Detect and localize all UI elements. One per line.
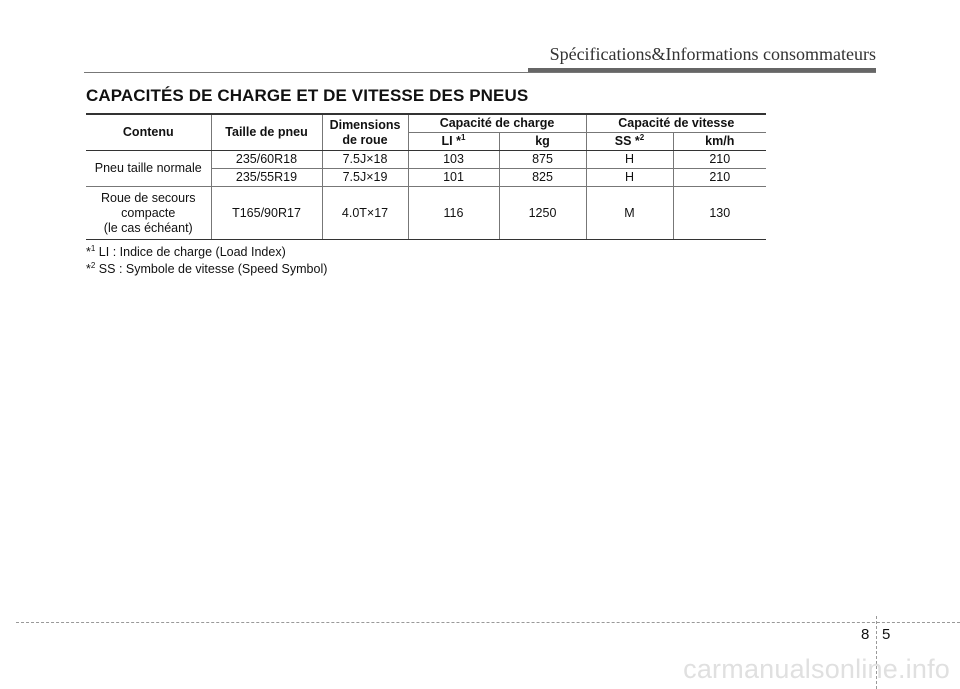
cell-li: 116 — [408, 187, 499, 240]
cell-dimensions: 7.5J×19 — [322, 169, 408, 187]
cell-dimensions: 4.0T×17 — [322, 187, 408, 240]
header-li-label: LI * — [441, 134, 461, 148]
cell-normal-label: Pneu taille normale — [86, 151, 211, 187]
cell-taille: 235/60R18 — [211, 151, 322, 169]
footnote-sup: 1 — [90, 244, 96, 253]
header-taille-pneu: Taille de pneu — [211, 114, 322, 151]
cell-taille: 235/55R19 — [211, 169, 322, 187]
table-header-row — [86, 114, 766, 133]
footnote-sup: 2 — [90, 261, 96, 270]
cell-ss: M — [586, 187, 673, 240]
header-rule-accent — [528, 68, 876, 72]
spare-label-line3: (le cas échéant) — [103, 220, 193, 235]
footer-rule — [16, 622, 960, 623]
cell-ss: H — [586, 169, 673, 187]
cell-li: 103 — [408, 151, 499, 169]
table-row — [86, 151, 766, 169]
footnote-mark: * — [86, 245, 91, 259]
footnotes — [86, 244, 327, 278]
cell-kg: 825 — [499, 169, 586, 187]
tire-capacity-table — [86, 113, 766, 240]
footnote-mark: * — [86, 262, 91, 276]
footnote-li — [86, 244, 327, 261]
header-dimensions-line2: de roue — [342, 132, 388, 147]
header-contenu: Contenu — [86, 114, 211, 151]
watermark: carmanualsonline.info — [683, 654, 950, 684]
header-capacite-charge: Capacité de charge — [408, 114, 586, 133]
cell-kg: 1250 — [499, 187, 586, 240]
cell-kmh: 210 — [673, 169, 766, 187]
cell-kmh: 130 — [673, 187, 766, 240]
header-capacite-vitesse: Capacité de vitesse — [586, 114, 766, 133]
header-li-sup: 1 — [461, 133, 466, 142]
header-dimensions-roue — [322, 114, 408, 151]
header-kmh: km/h — [673, 133, 766, 151]
header-li — [408, 133, 499, 151]
header-rule — [84, 72, 876, 73]
cell-dimensions: 7.5J×18 — [322, 151, 408, 169]
cell-spare-label — [86, 187, 211, 240]
header-title: Spécifications&Informations consommateurs — [549, 44, 876, 64]
footnote-text: LI : Indice de charge (Load Index) — [95, 245, 286, 259]
cell-taille: T165/90R17 — [211, 187, 322, 240]
cell-kmh: 210 — [673, 151, 766, 169]
chapter-number: 8 — [861, 626, 870, 643]
spare-label-line2: compacte — [121, 205, 176, 220]
header-ss-sup: 2 — [639, 133, 645, 142]
cell-li: 101 — [408, 169, 499, 187]
footnote-text: SS : Symbole de vitesse (Speed Symbol) — [95, 262, 328, 276]
section-title: CAPACITÉS DE CHARGE ET DE VITESSE DES PNEUS — [86, 86, 529, 105]
header-kg: kg — [499, 133, 586, 151]
spare-label-line1: Roue de secours — [100, 190, 196, 205]
cell-kg: 875 — [499, 151, 586, 169]
table-row — [86, 187, 766, 240]
page-number: 5 — [882, 626, 891, 643]
header-dimensions-line1: Dimensions — [329, 117, 401, 132]
cell-ss: H — [586, 151, 673, 169]
header-ss — [586, 133, 673, 151]
footnote-ss — [86, 261, 327, 278]
header-ss-label: SS * — [614, 134, 640, 148]
